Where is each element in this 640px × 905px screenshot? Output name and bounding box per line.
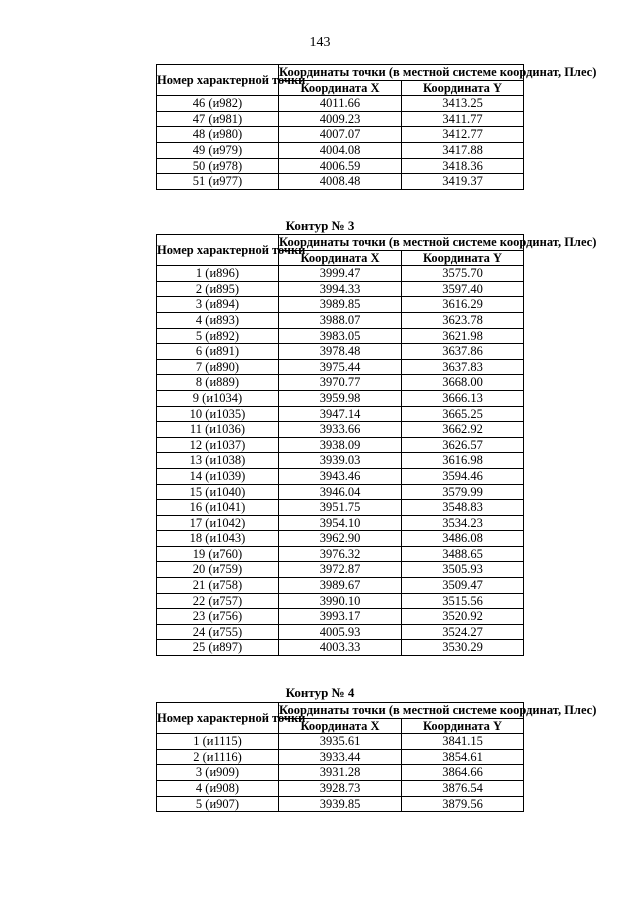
coordinate-x-cell: 3989.85 bbox=[279, 297, 402, 313]
coordinate-x-cell: 4003.33 bbox=[279, 640, 402, 656]
point-number-cell: 4 (и893) bbox=[157, 312, 279, 328]
table-row bbox=[157, 749, 524, 765]
column-header-point-number: Номер характерной точки bbox=[157, 65, 279, 96]
table-row bbox=[157, 127, 524, 143]
coordinate-x-cell: 3954.10 bbox=[279, 515, 402, 531]
table-row bbox=[157, 375, 524, 391]
coordinate-x-cell: 3943.46 bbox=[279, 468, 402, 484]
coordinate-x-cell: 3988.07 bbox=[279, 312, 402, 328]
coordinate-y-cell: 3419.37 bbox=[402, 174, 524, 190]
coordinate-y-cell: 3623.78 bbox=[402, 312, 524, 328]
table-row bbox=[157, 297, 524, 313]
point-number-cell: 17 (и1042) bbox=[157, 515, 279, 531]
point-number-cell: 5 (и892) bbox=[157, 328, 279, 344]
table-row bbox=[157, 406, 524, 422]
point-number-cell: 7 (и890) bbox=[157, 359, 279, 375]
table-row bbox=[157, 142, 524, 158]
coordinate-x-cell: 4007.07 bbox=[279, 127, 402, 143]
coordinate-y-cell: 3597.40 bbox=[402, 281, 524, 297]
coordinate-y-cell: 3616.98 bbox=[402, 453, 524, 469]
coordinate-y-cell: 3418.36 bbox=[402, 158, 524, 174]
coordinate-x-cell: 4008.48 bbox=[279, 174, 402, 190]
table-row bbox=[157, 624, 524, 640]
table-row bbox=[157, 174, 524, 190]
point-number-cell: 3 (и909) bbox=[157, 765, 279, 781]
coordinate-y-cell: 3879.56 bbox=[402, 796, 524, 812]
column-header-x: Координата X bbox=[279, 80, 402, 96]
coordinate-x-cell: 3990.10 bbox=[279, 593, 402, 609]
coordinate-y-cell: 3637.83 bbox=[402, 359, 524, 375]
point-number-cell: 21 (и758) bbox=[157, 578, 279, 594]
contour-title: Контур № 3 bbox=[285, 218, 355, 233]
coordinate-y-cell: 3666.13 bbox=[402, 390, 524, 406]
coordinate-x-cell: 4005.93 bbox=[279, 624, 402, 640]
table-row bbox=[157, 468, 524, 484]
table-row bbox=[157, 734, 524, 750]
table-row bbox=[157, 96, 524, 112]
coordinate-y-cell: 3575.70 bbox=[402, 266, 524, 282]
coordinate-x-cell: 3933.66 bbox=[279, 422, 402, 438]
coordinate-y-cell: 3524.27 bbox=[402, 624, 524, 640]
coordinate-x-cell: 3951.75 bbox=[279, 500, 402, 516]
coordinate-x-cell: 3999.47 bbox=[279, 266, 402, 282]
point-number-cell: 9 (и1034) bbox=[157, 390, 279, 406]
coordinate-y-cell: 3515.56 bbox=[402, 593, 524, 609]
point-number-cell: 1 (и1115) bbox=[157, 734, 279, 750]
column-header-point-number: Номер характерной точки bbox=[157, 235, 279, 266]
coordinate-y-cell: 3530.29 bbox=[402, 640, 524, 656]
coordinate-x-cell: 3938.09 bbox=[279, 437, 402, 453]
table-row bbox=[157, 593, 524, 609]
column-header-y: Координата Y bbox=[402, 718, 524, 734]
table-row bbox=[157, 437, 524, 453]
page-number: 143 bbox=[309, 35, 331, 50]
coordinate-x-cell: 3939.85 bbox=[279, 796, 402, 812]
coordinate-x-cell: 3989.67 bbox=[279, 578, 402, 594]
point-number-cell: 16 (и1041) bbox=[157, 500, 279, 516]
point-number-cell: 11 (и1036) bbox=[157, 422, 279, 438]
table-body bbox=[157, 266, 524, 656]
coordinate-x-cell: 3959.98 bbox=[279, 390, 402, 406]
coordinate-y-cell: 3594.46 bbox=[402, 468, 524, 484]
coordinate-y-cell: 3665.25 bbox=[402, 406, 524, 422]
table-row bbox=[157, 562, 524, 578]
coordinate-y-cell: 3854.61 bbox=[402, 749, 524, 765]
column-header-point-number: Номер характерной точки bbox=[157, 703, 279, 734]
point-number-cell: 19 (и760) bbox=[157, 546, 279, 562]
table-row bbox=[157, 111, 524, 127]
coordinate-x-cell: 3993.17 bbox=[279, 609, 402, 625]
coordinate-x-cell: 3983.05 bbox=[279, 328, 402, 344]
coordinate-x-cell: 3933.44 bbox=[279, 749, 402, 765]
column-header-y: Координата Y bbox=[402, 80, 524, 96]
coordinate-x-cell: 3976.32 bbox=[279, 546, 402, 562]
table-row bbox=[157, 281, 524, 297]
coordinate-x-cell: 3994.33 bbox=[279, 281, 402, 297]
table-row bbox=[157, 515, 524, 531]
coordinate-x-cell: 3935.61 bbox=[279, 734, 402, 750]
column-header-coordinate-system: Координаты точки (в местной системе координат, Плес) bbox=[279, 65, 597, 79]
coordinate-x-cell: 4004.08 bbox=[279, 142, 402, 158]
point-number-cell: 50 (и978) bbox=[157, 158, 279, 174]
point-number-cell: 8 (и889) bbox=[157, 375, 279, 391]
point-number-cell: 46 (и982) bbox=[157, 96, 279, 112]
table-row bbox=[157, 158, 524, 174]
coordinates-table-continued bbox=[156, 64, 597, 190]
coordinate-x-cell: 4006.59 bbox=[279, 158, 402, 174]
point-number-cell: 12 (и1037) bbox=[157, 437, 279, 453]
coordinate-x-cell: 4009.23 bbox=[279, 111, 402, 127]
table-body bbox=[157, 96, 524, 190]
coordinate-x-cell: 3972.87 bbox=[279, 562, 402, 578]
point-number-cell: 25 (и897) bbox=[157, 640, 279, 656]
point-number-cell: 22 (и757) bbox=[157, 593, 279, 609]
point-number-cell: 2 (и1116) bbox=[157, 749, 279, 765]
point-number-cell: 47 (и981) bbox=[157, 111, 279, 127]
table-row bbox=[157, 266, 524, 282]
coordinate-y-cell: 3412.77 bbox=[402, 127, 524, 143]
point-number-cell: 18 (и1043) bbox=[157, 531, 279, 547]
table-row bbox=[157, 344, 524, 360]
table-row bbox=[157, 765, 524, 781]
point-number-cell: 23 (и756) bbox=[157, 609, 279, 625]
point-number-cell: 15 (и1040) bbox=[157, 484, 279, 500]
coordinate-y-cell: 3626.57 bbox=[402, 437, 524, 453]
point-number-cell: 10 (и1035) bbox=[157, 406, 279, 422]
point-number-cell: 49 (и979) bbox=[157, 142, 279, 158]
coordinate-y-cell: 3579.99 bbox=[402, 484, 524, 500]
point-number-cell: 1 (и896) bbox=[157, 266, 279, 282]
table-row bbox=[157, 390, 524, 406]
point-number-cell: 51 (и977) bbox=[157, 174, 279, 190]
column-header-coordinate-system: Координаты точки (в местной системе координат, Плес) bbox=[279, 235, 597, 249]
coordinate-y-cell: 3662.92 bbox=[402, 422, 524, 438]
coordinate-y-cell: 3417.88 bbox=[402, 142, 524, 158]
table-row bbox=[157, 546, 524, 562]
coordinates-table-contour-3 bbox=[156, 234, 597, 656]
table-row bbox=[157, 422, 524, 438]
table-row bbox=[157, 484, 524, 500]
table-row bbox=[157, 578, 524, 594]
coordinate-y-cell: 3616.29 bbox=[402, 297, 524, 313]
table-row bbox=[157, 796, 524, 812]
coordinate-y-cell: 3505.93 bbox=[402, 562, 524, 578]
table-body bbox=[157, 734, 524, 812]
column-header-x: Координата X bbox=[279, 718, 402, 734]
coordinate-y-cell: 3413.25 bbox=[402, 96, 524, 112]
point-number-cell: 20 (и759) bbox=[157, 562, 279, 578]
coordinate-y-cell: 3509.47 bbox=[402, 578, 524, 594]
column-header-y: Координата Y bbox=[402, 250, 524, 266]
coordinate-x-cell: 3975.44 bbox=[279, 359, 402, 375]
point-number-cell: 24 (и755) bbox=[157, 624, 279, 640]
table-row bbox=[157, 609, 524, 625]
coordinate-y-cell: 3548.83 bbox=[402, 500, 524, 516]
table-row bbox=[157, 328, 524, 344]
point-number-cell: 6 (и891) bbox=[157, 344, 279, 360]
point-number-cell: 14 (и1039) bbox=[157, 468, 279, 484]
coordinates-table-contour-4 bbox=[156, 702, 597, 812]
table-row bbox=[157, 640, 524, 656]
table-row bbox=[157, 453, 524, 469]
coordinate-y-cell: 3534.23 bbox=[402, 515, 524, 531]
table-row bbox=[157, 500, 524, 516]
coordinate-y-cell: 3876.54 bbox=[402, 780, 524, 796]
coordinate-x-cell: 3970.77 bbox=[279, 375, 402, 391]
point-number-cell: 4 (и908) bbox=[157, 780, 279, 796]
coordinate-y-cell: 3841.15 bbox=[402, 734, 524, 750]
column-header-x: Координата X bbox=[279, 250, 402, 266]
coordinate-y-cell: 3488.65 bbox=[402, 546, 524, 562]
table-row bbox=[157, 531, 524, 547]
point-number-cell: 13 (и1038) bbox=[157, 453, 279, 469]
table-row bbox=[157, 359, 524, 375]
coordinate-x-cell: 3946.04 bbox=[279, 484, 402, 500]
point-number-cell: 5 (и907) bbox=[157, 796, 279, 812]
coordinate-y-cell: 3637.86 bbox=[402, 344, 524, 360]
point-number-cell: 2 (и895) bbox=[157, 281, 279, 297]
coordinate-y-cell: 3411.77 bbox=[402, 111, 524, 127]
point-number-cell: 48 (и980) bbox=[157, 127, 279, 143]
coordinate-x-cell: 3939.03 bbox=[279, 453, 402, 469]
coordinate-x-cell: 3947.14 bbox=[279, 406, 402, 422]
coordinate-x-cell: 3928.73 bbox=[279, 780, 402, 796]
column-header-coordinate-system: Координаты точки (в местной системе координат, Плес) bbox=[279, 703, 597, 717]
coordinate-y-cell: 3520.92 bbox=[402, 609, 524, 625]
point-number-cell: 3 (и894) bbox=[157, 297, 279, 313]
coordinate-y-cell: 3864.66 bbox=[402, 765, 524, 781]
coordinate-x-cell: 3978.48 bbox=[279, 344, 402, 360]
coordinate-x-cell: 4011.66 bbox=[279, 96, 402, 112]
coordinate-x-cell: 3931.28 bbox=[279, 765, 402, 781]
coordinate-y-cell: 3668.00 bbox=[402, 375, 524, 391]
coordinate-y-cell: 3621.98 bbox=[402, 328, 524, 344]
coordinate-x-cell: 3962.90 bbox=[279, 531, 402, 547]
coordinate-y-cell: 3486.08 bbox=[402, 531, 524, 547]
table-row bbox=[157, 312, 524, 328]
contour-title: Контур № 4 bbox=[285, 685, 355, 700]
table-row bbox=[157, 780, 524, 796]
